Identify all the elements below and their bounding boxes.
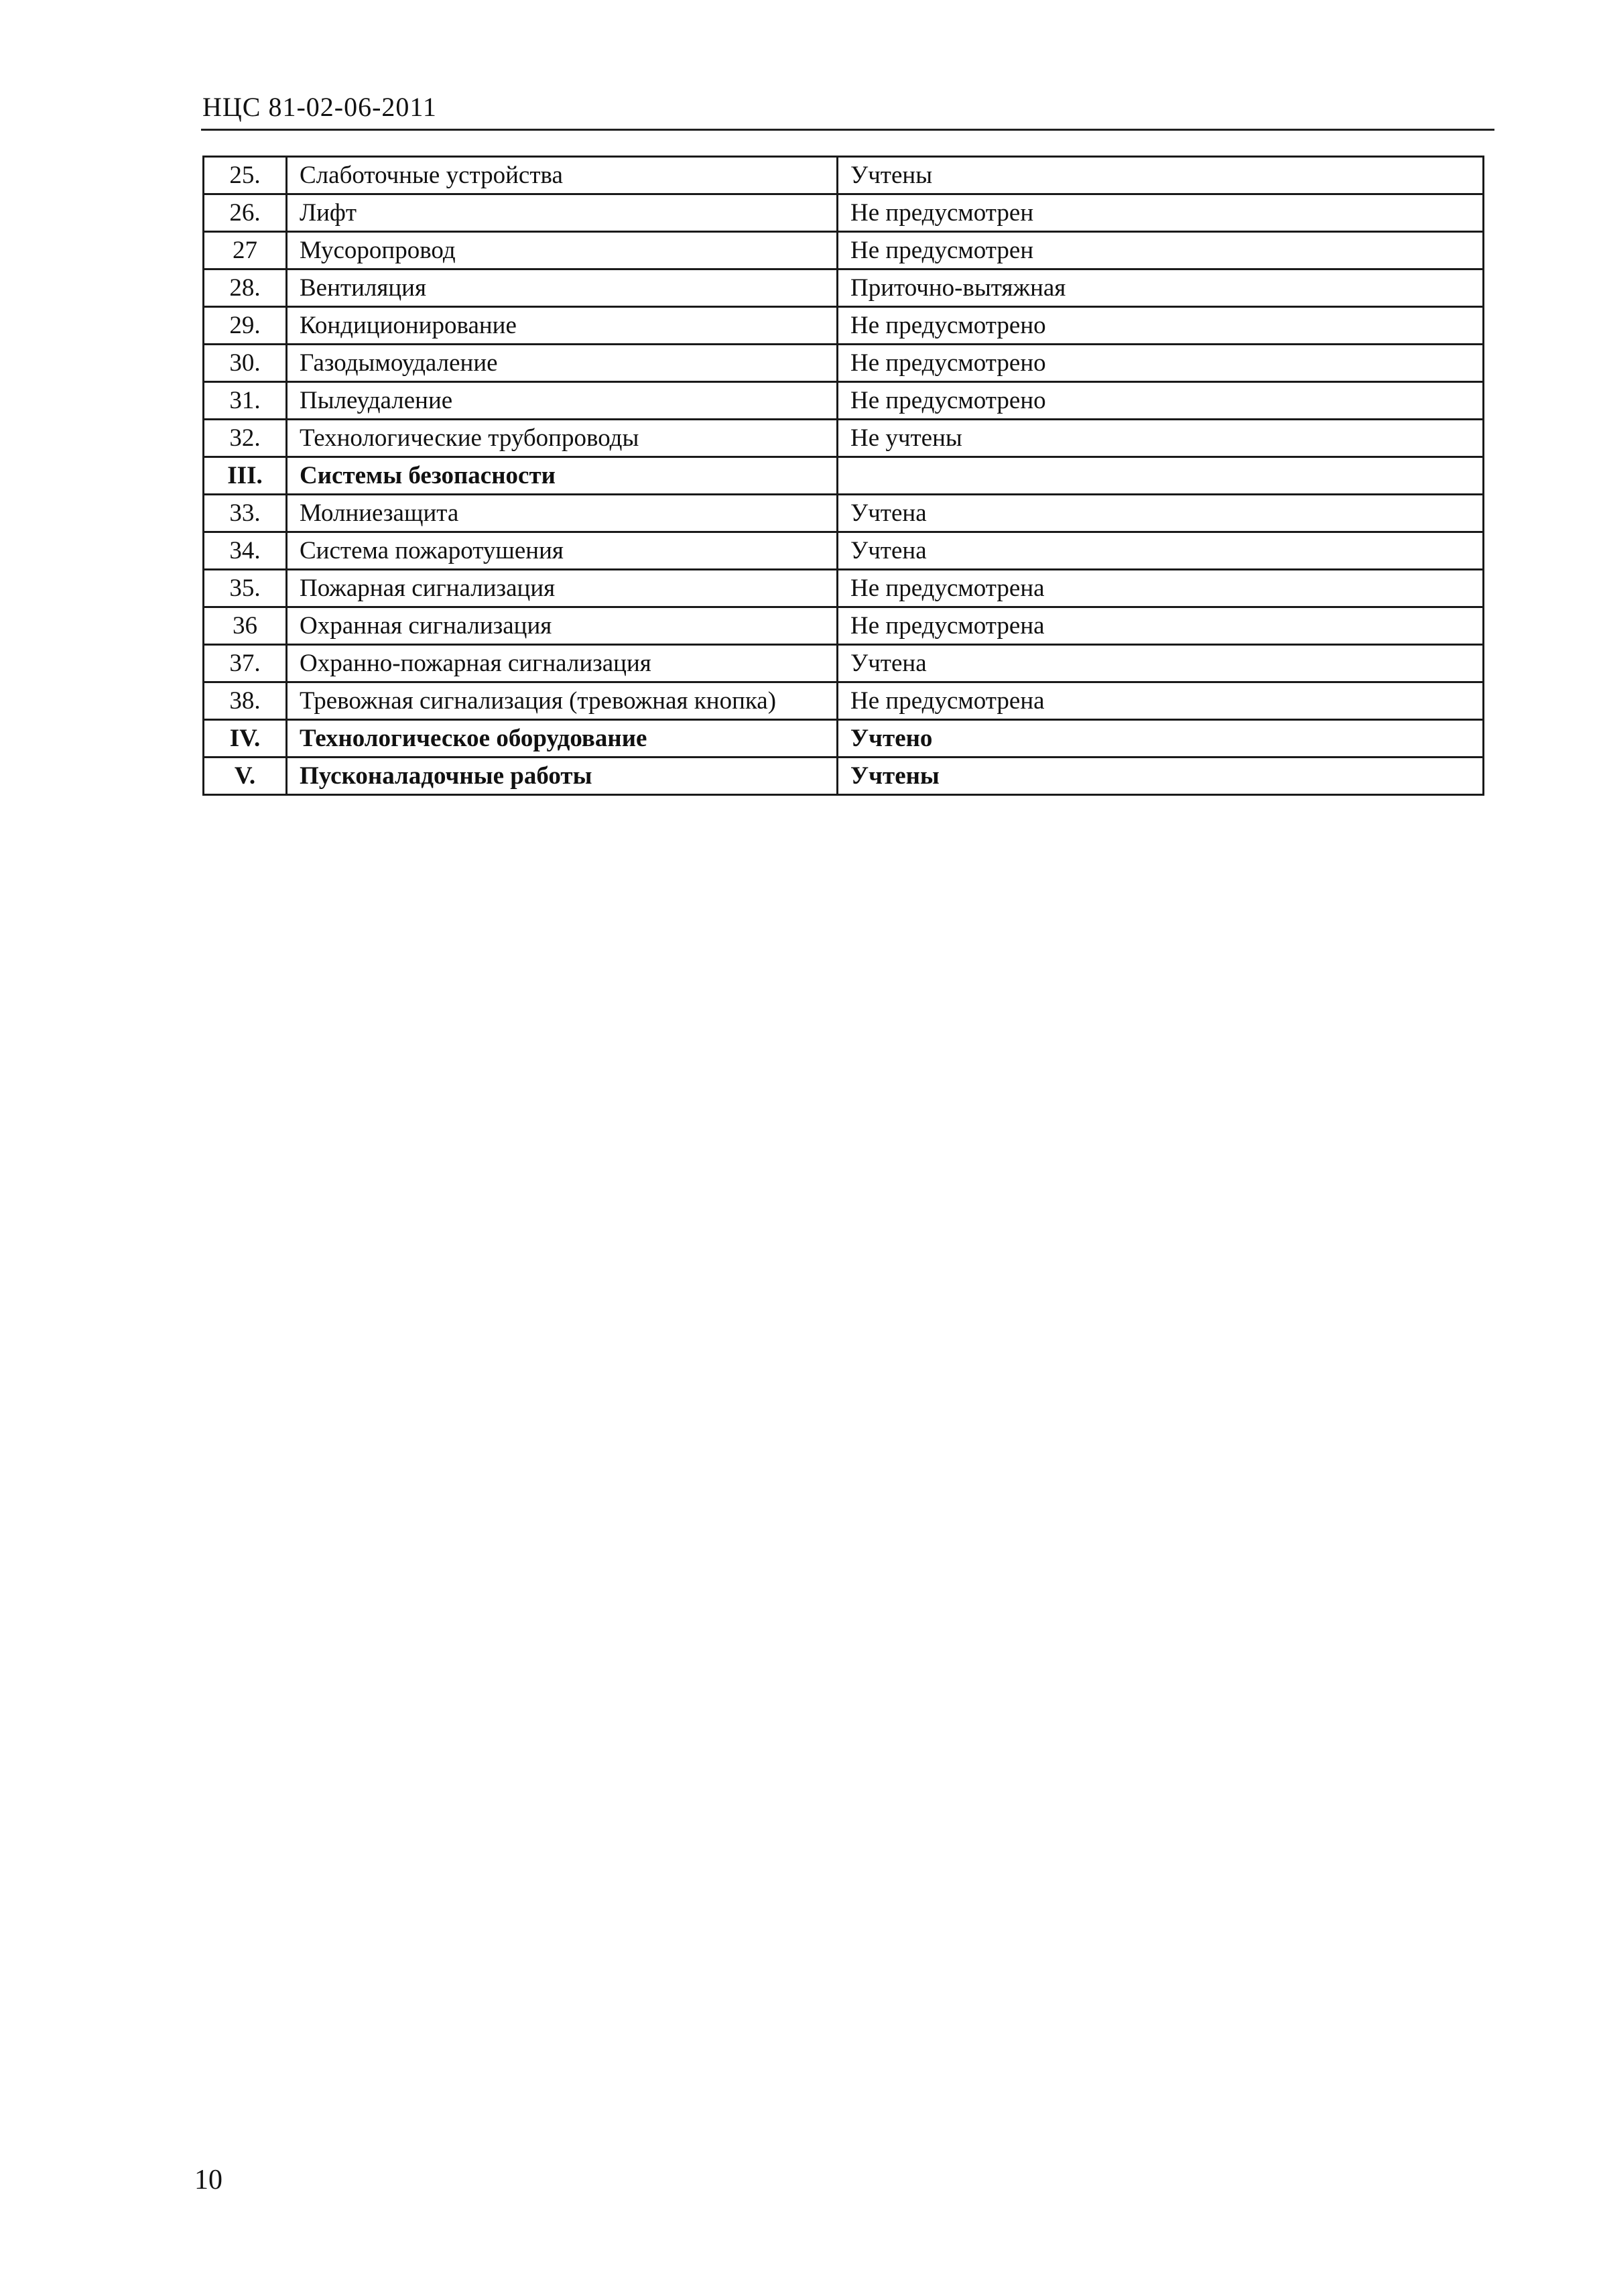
row-number-cell: 25. [204,157,287,194]
row-number-cell: 26. [204,194,287,232]
table-row [204,532,1484,570]
row-value-cell: Не предусмотрено [838,307,1484,345]
spec-table-body [204,157,1484,795]
row-value-cell: Не предусмотрена [838,607,1484,645]
table-row [204,682,1484,720]
section-row [204,457,1484,495]
row-number-cell: 36 [204,607,287,645]
table-row [204,382,1484,420]
row-number-cell: 35. [204,570,287,607]
table-row [204,157,1484,194]
row-value-cell: Не предусмотрена [838,682,1484,720]
row-value-cell [838,457,1484,495]
row-name-cell: Технологические трубопроводы [287,420,838,457]
row-value-cell: Учтены [838,157,1484,194]
row-name-cell: Охранно-пожарная сигнализация [287,645,838,682]
row-value-cell: Учтена [838,495,1484,532]
table-row [204,194,1484,232]
row-name-cell: Пылеудаление [287,382,838,420]
page-number: 10 [194,2165,222,2195]
document-code: НЦС 81-02-06-2011 [202,92,437,122]
row-number-cell: IV. [204,720,287,758]
row-value-cell: Не предусмотрено [838,345,1484,382]
table-row [204,645,1484,682]
row-number-cell: III. [204,457,287,495]
table-row [204,269,1484,307]
row-number-cell: 28. [204,269,287,307]
section-row [204,758,1484,795]
row-name-cell: Технологическое оборудование [287,720,838,758]
row-name-cell: Система пожаротушения [287,532,838,570]
row-name-cell: Лифт [287,194,838,232]
table-row [204,307,1484,345]
table-row [204,232,1484,269]
row-value-cell: Учтено [838,720,1484,758]
row-number-cell: 27 [204,232,287,269]
row-name-cell: Слаботочные устройства [287,157,838,194]
table-row [204,420,1484,457]
row-number-cell: 33. [204,495,287,532]
section-row [204,720,1484,758]
row-value-cell: Не предусмотрено [838,382,1484,420]
table-row [204,495,1484,532]
row-name-cell: Мусоропровод [287,232,838,269]
row-number-cell: 30. [204,345,287,382]
row-value-cell: Учтена [838,645,1484,682]
row-value-cell: Не предусмотрен [838,194,1484,232]
spec-table [202,156,1484,796]
row-name-cell: Охранная сигнализация [287,607,838,645]
row-value-cell: Не учтены [838,420,1484,457]
row-value-cell: Не предусмотрен [838,232,1484,269]
table-row [204,345,1484,382]
row-value-cell: Приточно-вытяжная [838,269,1484,307]
row-number-cell: 38. [204,682,287,720]
row-value-cell: Не предусмотрена [838,570,1484,607]
row-number-cell: 29. [204,307,287,345]
row-value-cell: Учтены [838,758,1484,795]
row-name-cell: Системы безопасности [287,457,838,495]
row-number-cell: 37. [204,645,287,682]
row-number-cell: V. [204,758,287,795]
row-name-cell: Молниезащита [287,495,838,532]
row-value-cell: Учтена [838,532,1484,570]
table-row [204,570,1484,607]
row-name-cell: Тревожная сигнализация (тревожная кнопка) [287,682,838,720]
row-number-cell: 34. [204,532,287,570]
row-name-cell: Вентиляция [287,269,838,307]
row-name-cell: Пусконаладочные работы [287,758,838,795]
header-rule [201,129,1494,131]
row-number-cell: 32. [204,420,287,457]
row-name-cell: Газодымоудаление [287,345,838,382]
row-name-cell: Пожарная сигнализация [287,570,838,607]
row-name-cell: Кондиционирование [287,307,838,345]
table-row [204,607,1484,645]
row-number-cell: 31. [204,382,287,420]
